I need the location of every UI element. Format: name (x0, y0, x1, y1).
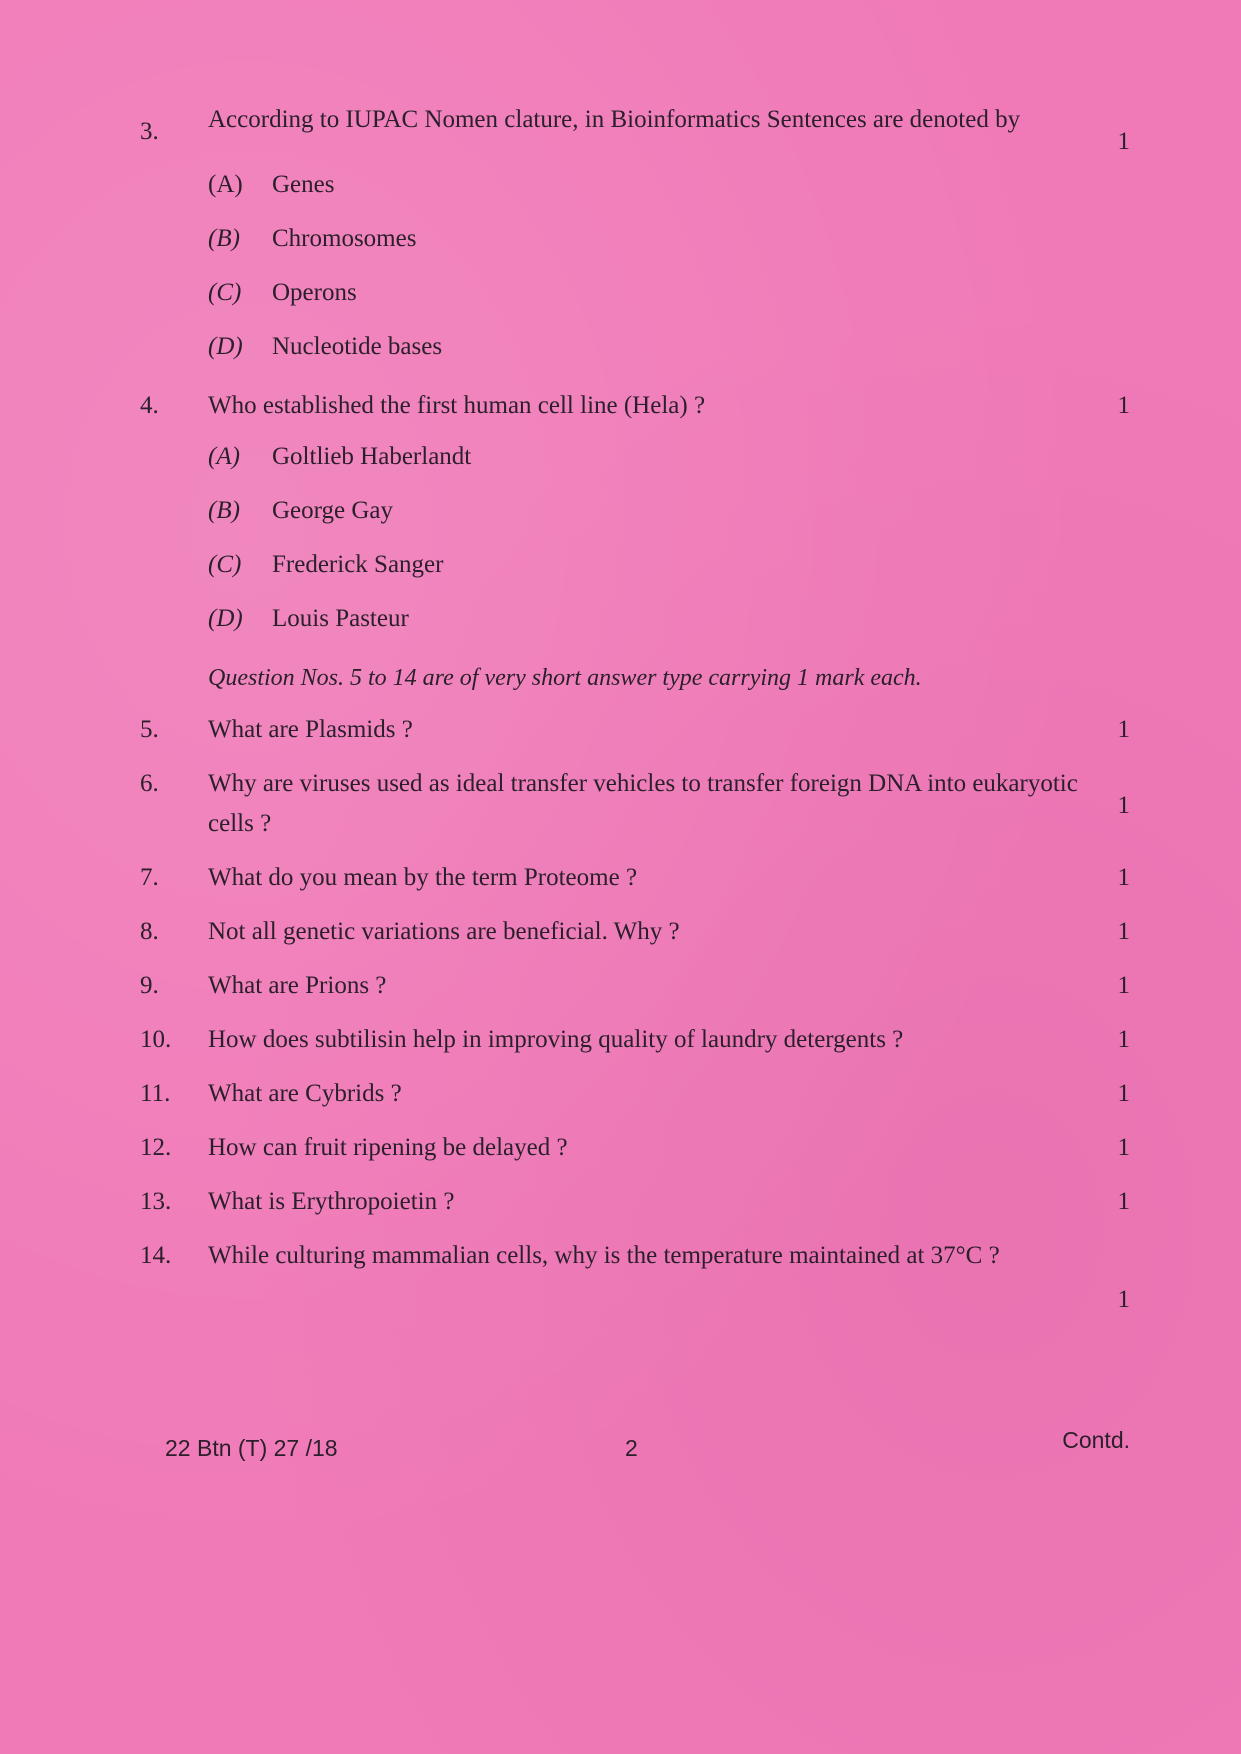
question-number: 8. (140, 918, 159, 945)
question-text: What is Erythropoietin ? (208, 1188, 455, 1215)
question-12 (140, 1128, 1130, 1168)
option-b (208, 484, 1130, 538)
question-text: What are Prions ? (208, 972, 387, 999)
option-text: George Gay (272, 497, 394, 524)
question-number: 4. (140, 392, 159, 419)
question-8 (140, 912, 1130, 952)
question-marks: 1 (1117, 128, 1130, 155)
option-label: (B) (208, 497, 240, 524)
option-text: Operons (272, 279, 357, 306)
question-number: 6. (140, 770, 159, 797)
q3-options (208, 158, 1130, 374)
question-10 (140, 1020, 1130, 1060)
option-label: (C) (208, 551, 242, 578)
question-text: According to IUPAC Nomen clature, in Bioinformatics Sentences are denoted by (208, 106, 1021, 133)
question-marks: 1 (1117, 716, 1130, 743)
paper-code: 22 Btn (T) 27 /18 (165, 1435, 338, 1461)
question-number: 12. (140, 1134, 172, 1161)
question-list (140, 100, 1130, 1313)
question-marks: 1 (1117, 1080, 1130, 1107)
question-text: Who established the first human cell line (Hela) ? (208, 392, 706, 419)
question-text: What are Plasmids ? (208, 716, 413, 743)
question-3 (140, 100, 1130, 155)
question-text: What are Cybrids ? (208, 1080, 402, 1107)
option-d (208, 320, 1130, 374)
question-number: 5. (140, 716, 159, 743)
option-c (208, 538, 1130, 592)
q4-options (208, 430, 1130, 646)
question-11 (140, 1074, 1130, 1114)
question-marks: 1 (1117, 792, 1130, 819)
question-13 (140, 1182, 1130, 1222)
option-text: Genes (272, 171, 335, 198)
question-9 (140, 966, 1130, 1006)
option-label: (C) (208, 279, 242, 306)
question-text: What do you mean by the term Proteome ? (208, 864, 638, 891)
option-c (208, 266, 1130, 320)
option-text: Goltlieb Haberlandt (272, 443, 472, 470)
option-text: Louis Pasteur (272, 605, 409, 632)
question-6 (140, 764, 1130, 844)
question-7 (140, 858, 1130, 898)
option-label: (A) (208, 443, 240, 470)
option-text: Chromosomes (272, 225, 417, 252)
option-label: (D) (208, 333, 243, 360)
question-5 (140, 710, 1130, 750)
question-marks: 1 (1117, 972, 1130, 999)
option-text: Frederick Sanger (272, 551, 444, 578)
question-number: 14. (140, 1242, 172, 1269)
question-marks: 1 (1117, 1134, 1130, 1161)
question-number: 13. (140, 1188, 172, 1215)
question-number: 11. (140, 1080, 171, 1107)
option-a (208, 158, 1130, 212)
page-number: 2 (625, 1435, 638, 1461)
option-label: (A) (208, 171, 243, 198)
question-number: 10. (140, 1026, 172, 1053)
question-number: 3. (140, 118, 159, 145)
question-14 (140, 1236, 1130, 1313)
question-marks: 1 (1117, 1286, 1130, 1313)
option-d (208, 592, 1130, 646)
question-marks: 1 (1117, 918, 1130, 945)
question-number: 7. (140, 864, 159, 891)
option-label: (B) (208, 225, 240, 252)
question-text: How does subtilisin help in improving quality of laundry detergents ? (208, 1026, 904, 1053)
question-marks: 1 (1117, 392, 1130, 419)
question-text: Not all genetic variations are beneficial. Why ? (208, 918, 680, 945)
option-label: (D) (208, 605, 243, 632)
question-marks: 1 (1117, 1026, 1130, 1053)
question-text: Why are viruses used as ideal transfer vehicles to transfer foreign DNA into eukaryotic cells ? (208, 770, 1078, 837)
option-b (208, 212, 1130, 266)
question-number: 9. (140, 972, 159, 999)
question-text: How can fruit ripening be delayed ? (208, 1134, 568, 1161)
section-instruction: Question Nos. 5 to 14 are of very short answer type carrying 1 mark each. (208, 665, 922, 691)
option-text: Nucleotide bases (272, 333, 443, 360)
option-a (208, 430, 1130, 484)
question-marks: 1 (1117, 864, 1130, 891)
continued-label: Contd. (1062, 1427, 1130, 1453)
question-text: While culturing mammalian cells, why is the temperature maintained at 37°C ? (208, 1242, 1000, 1269)
question-marks: 1 (1117, 1188, 1130, 1215)
question-4 (140, 386, 1130, 426)
